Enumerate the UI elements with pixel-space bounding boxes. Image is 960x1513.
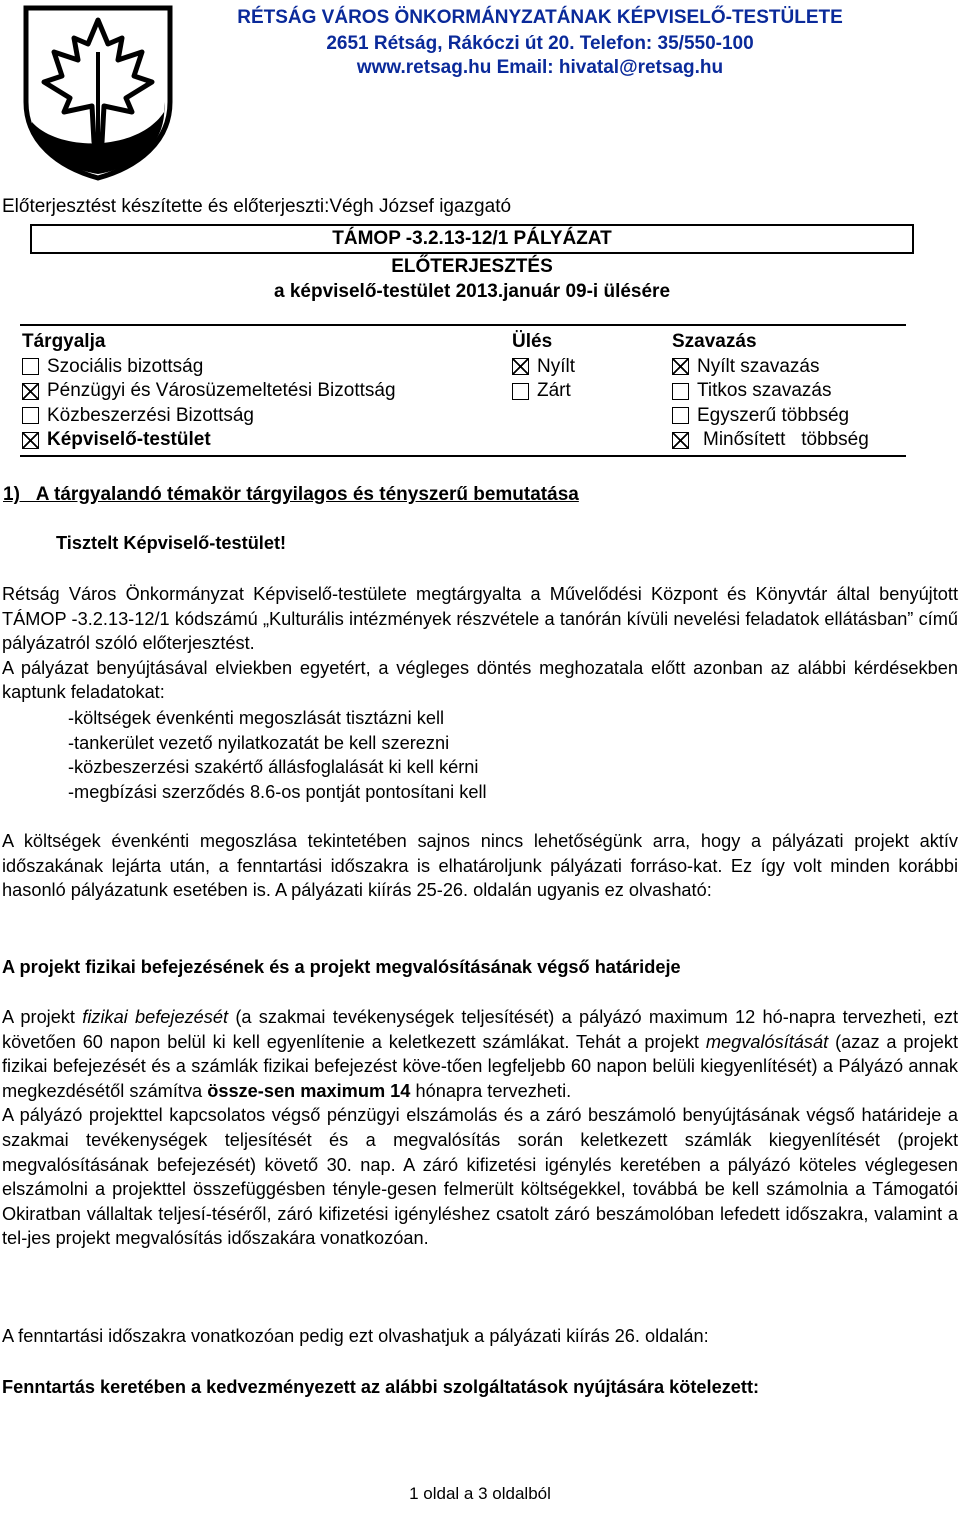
voting-column	[672, 330, 869, 453]
option-zart[interactable]: Zárt	[512, 379, 575, 404]
paragraph-costs: A költségek évenkénti megoszlása tekintetében sajnos nincs lehetőségünk arra, hogy a pályázati projekt aktív időszakának lejárta után, a fenntartási időszakra is elhatároljunk pályázati forráso-kat. Ez így volt minden korábbi hasonló pályázatunk esetében is. A pályázati kiírás 25-26. oldalán ugyanis ez olvasható:	[2, 831, 958, 901]
title-line3: a képviselő-testület 2013.január 09-i ülésére	[273, 281, 671, 302]
heading-deadline: A projekt fizikai befejezésének és a projekt megvalósításának végső határideje	[2, 957, 681, 977]
maple-leaf-shield-icon	[18, 2, 178, 182]
table-top-rule	[20, 324, 906, 326]
checkbox[interactable]	[672, 407, 689, 424]
salutation: Tisztelt Képviselő-testület!	[56, 533, 287, 553]
page-footer: 1 oldal a 3 oldalból	[409, 1484, 551, 1503]
col2-header: Ülés	[512, 331, 553, 352]
org-address: 2651 Rétság, Rákóczi út 20. Telefon: 35/550-100	[326, 33, 754, 54]
checkbox[interactable]	[672, 383, 689, 400]
list-item: -tankerület vezető nyilatkozatát be kell szerezni	[68, 732, 450, 753]
paragraph: A pályázat benyújtásával elviekben egyetért, a végleges döntés meghozatala előtt azonban az alábbi kérdésekben kaptunk feladatokat:	[2, 657, 958, 703]
paragraph: Rétság Város Önkormányzat Képviselő-testülete megtárgyalta a Művelődési Központ és Könyvtár által benyújtott TÁMOP -3.2.13-12/1 kódszámú „Kulturális intézmények részvétele a tanórán kívüli nevelési feladatok ellátásban” című pályázatról szóló előterjesztést.	[2, 584, 958, 654]
option-egyszeru-tobbseg[interactable]: Egyszerű többség	[672, 404, 869, 429]
list-item: -megbízási szerződés 8.6-os pontját pontosítani kell	[68, 781, 487, 802]
body-text-2	[2, 1005, 958, 1251]
checkbox-checked[interactable]	[672, 358, 689, 375]
heading-maintenance: Fenntartás keretében a kedvezményezett az alábbi szolgáltatások nyújtására kötelezett:	[2, 1377, 760, 1397]
option-minositett-tobbseg[interactable]: Minősített többség	[672, 428, 869, 453]
col3-header: Szavazás	[672, 331, 757, 352]
title-line1: TÁMOP -3.2.13-12/1 PÁLYÁZAT	[332, 228, 612, 249]
checkbox[interactable]	[512, 383, 529, 400]
discussed-by-column	[22, 330, 396, 453]
paragraph-settlement: A pályázó projekttel kapcsolatos végső pénzügyi elszámolás és a záró beszámoló benyújtásának végső határideje a szakmai tevékenységek teljesítését és a megvalósítás során keletkezett számlák kiegyenlítését (projekt megvalósításának befejezését) követő 30. nap. A záró kifizetési igénylés keretében a pályázó köteles véglegesen elszámolni a projekttel összefüggésben tényle-gesen felmerült költségekkel, továbbá be kell számolnia a Támogatói Okiratban vállaltak teljesí-téséről, záró kifizetési igényléshez csatolt záró beszámolóban lefedett időszakra, valamint a tel-jes projekt megvalósítás időszakára vonatkozóan.	[2, 1105, 958, 1249]
option-nyilt[interactable]: Nyílt	[512, 355, 575, 380]
option-kepviselo-testulet[interactable]: Képviselő-testület	[22, 428, 396, 453]
prepared-by: Előterjesztést készítette és előterjeszti:Végh József igazgató	[2, 196, 512, 217]
option-kozbeszerzesi[interactable]: Közbeszerzési Bizottság	[22, 404, 396, 429]
option-titkos-szavazas[interactable]: Titkos szavazás	[672, 379, 869, 404]
section-heading: 1) A tárgyalandó témakör tárgyilagos és tényszerű bemutatása	[3, 484, 579, 505]
paragraph-deadline: A projekt fizikai befejezését (a szakmai tevékenységek teljesítését) a pályázó maximum 12 hó-napra tervezheti, ezt követően 60 napon belül ki kell egyenlítenie a keletkezett számlákat. Tehát a projekt megvalósítását (azaz a projekt fizikai befejezését és a számlák fizikai befejezést köve-tően legfeljebb 60 napon belüli kiegyenlítését) a Pályázó annak megkezdésétől számítva össze-sen maximum 14 hónapra tervezheti.	[2, 1007, 959, 1101]
paragraph-maintenance: A fenntartási időszakra vonatkozóan pedig ezt olvashatjuk a pályázati kiírás 26. oldalán:	[2, 1326, 709, 1346]
body-text-1	[2, 582, 958, 705]
option-szocialis[interactable]: Szociális bizottság	[22, 355, 396, 380]
checkbox[interactable]	[22, 358, 39, 375]
checkbox-checked[interactable]	[672, 432, 689, 449]
task-list	[68, 706, 487, 804]
col1-header: Tárgyalja	[22, 331, 106, 352]
checkbox-checked[interactable]	[22, 432, 39, 449]
title-line2: ELŐTERJESZTÉS	[391, 256, 553, 277]
list-item: -költségek évenkénti megoszlását tisztázni kell	[68, 708, 445, 728]
checkbox-checked[interactable]	[22, 383, 39, 400]
option-nyilt-szavazas[interactable]: Nyílt szavazás	[672, 355, 869, 380]
org-name: RÉTSÁG VÁROS ÖNKORMÁNYZATÁNAK KÉPVISELŐ-TESTÜLETE	[237, 7, 843, 28]
checkbox[interactable]	[22, 407, 39, 424]
table-bottom-rule	[20, 455, 906, 457]
session-column	[512, 330, 575, 404]
option-penzugyi[interactable]: Pénzügyi és Városüzemeltetési Bizottság	[22, 379, 396, 404]
org-web-email: www.retsag.hu Email: hivatal@retsag.hu	[356, 57, 724, 78]
list-item: -közbeszerzési szakértő állásfoglalását ki kell kérni	[68, 757, 479, 778]
checkbox-checked[interactable]	[512, 358, 529, 375]
